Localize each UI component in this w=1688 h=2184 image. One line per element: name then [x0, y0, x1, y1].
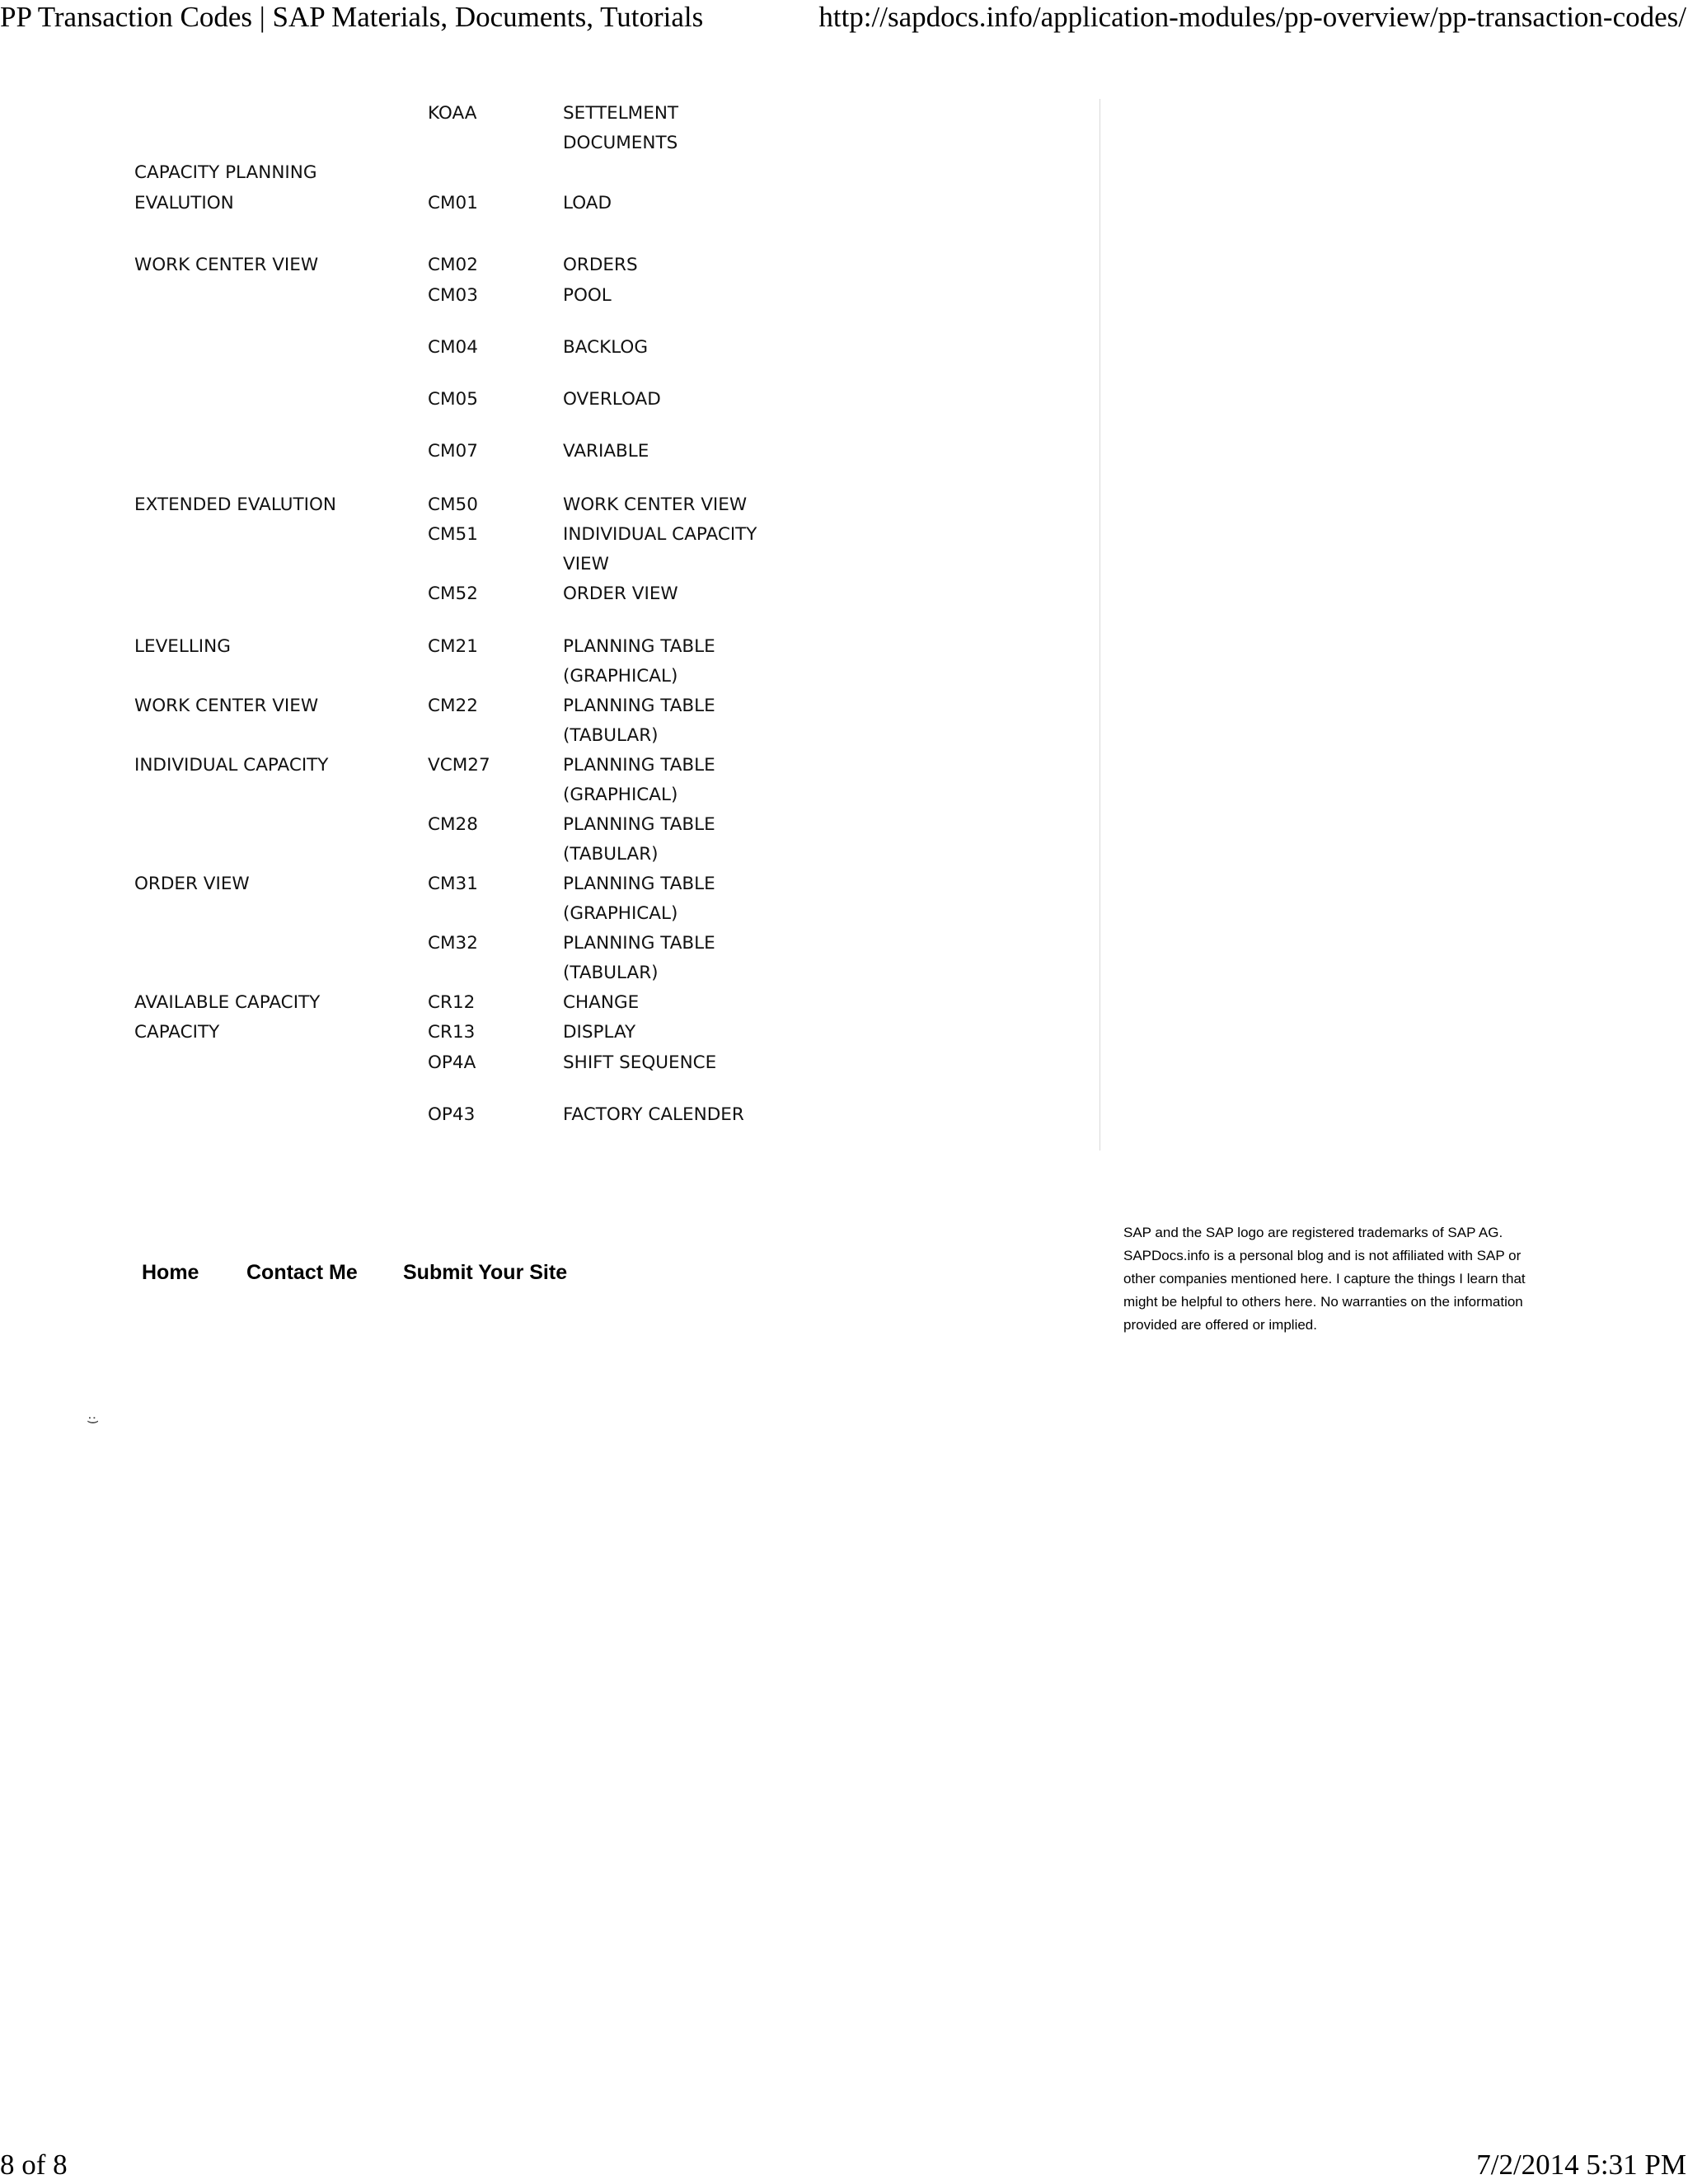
description-cell: (GRAPHICAL)	[563, 666, 678, 687]
code-cell: CM04	[428, 337, 478, 358]
description-cell: OVERLOAD	[563, 389, 661, 410]
category-cell: WORK CENTER VIEW	[134, 255, 319, 275]
print-footer-page-number: 8 of 8	[0, 2149, 68, 2181]
category-cell: WORK CENTER VIEW	[134, 696, 319, 716]
description-cell: FACTORY CALENDER	[563, 1104, 744, 1125]
description-cell: (TABULAR)	[563, 963, 659, 983]
code-cell: CM31	[428, 874, 478, 894]
description-cell: VARIABLE	[563, 441, 649, 462]
footer-link-home[interactable]: Home	[142, 1261, 199, 1284]
code-cell: CM50	[428, 494, 478, 515]
description-cell: PLANNING TABLE	[563, 814, 715, 835]
print-footer-datetime: 7/2/2014 5:31 PM	[1476, 2149, 1686, 2181]
category-cell: CAPACITY PLANNING	[134, 162, 317, 183]
footer-link-submit-site[interactable]: Submit Your Site	[403, 1261, 568, 1284]
description-cell: (GRAPHICAL)	[563, 903, 678, 924]
description-cell: BACKLOG	[563, 337, 648, 358]
description-cell: WORK CENTER VIEW	[563, 494, 748, 515]
code-cell: CR13	[428, 1022, 476, 1043]
code-cell: KOAA	[428, 103, 477, 124]
description-cell: PLANNING TABLE	[563, 755, 715, 776]
description-cell: POOL	[563, 285, 612, 306]
code-cell: CR12	[428, 992, 476, 1013]
description-cell: DISPLAY	[563, 1022, 636, 1043]
footer-link-contact[interactable]: Contact Me	[246, 1261, 358, 1284]
description-cell: LOAD	[563, 193, 612, 213]
category-cell: EXTENDED EVALUTION	[134, 494, 337, 515]
smiley-mark: :)	[86, 1416, 99, 1425]
print-header-title: PP Transaction Codes | SAP Materials, Documents, Tutorials	[0, 1, 704, 33]
code-cell: CM21	[428, 636, 478, 657]
description-cell: PLANNING TABLE	[563, 874, 715, 894]
category-cell: INDIVIDUAL CAPACITY	[134, 755, 329, 776]
code-cell: CM28	[428, 814, 478, 835]
description-cell: VIEW	[563, 554, 609, 574]
code-cell: OP4A	[428, 1052, 476, 1073]
code-cell: CM01	[428, 193, 478, 213]
description-cell: (GRAPHICAL)	[563, 785, 678, 805]
code-cell: VCM27	[428, 755, 490, 776]
description-cell: PLANNING TABLE	[563, 636, 715, 657]
code-cell: CM52	[428, 583, 478, 604]
code-cell: CM02	[428, 255, 478, 275]
description-cell: PLANNING TABLE	[563, 696, 715, 716]
code-cell: CM22	[428, 696, 478, 716]
code-cell: CM05	[428, 389, 478, 410]
category-cell: LEVELLING	[134, 636, 231, 657]
code-cell: OP43	[428, 1104, 476, 1125]
category-cell: EVALUTION	[134, 193, 234, 213]
description-cell: SETTELMENT	[563, 103, 679, 124]
description-cell: (TABULAR)	[563, 725, 659, 746]
category-cell: ORDER VIEW	[134, 874, 250, 894]
description-cell: (TABULAR)	[563, 844, 659, 865]
print-header-url[interactable]: http://sapdocs.info/application-modules/pp-overview/pp-transaction-codes/	[818, 1, 1686, 33]
description-cell: INDIVIDUAL CAPACITY	[563, 524, 757, 545]
category-cell: AVAILABLE CAPACITY	[134, 992, 321, 1013]
description-cell: SHIFT SEQUENCE	[563, 1052, 717, 1073]
code-cell: CM51	[428, 524, 478, 545]
description-cell: PLANNING TABLE	[563, 933, 715, 954]
code-cell: CM32	[428, 933, 478, 954]
category-cell: CAPACITY	[134, 1022, 220, 1043]
code-cell: CM07	[428, 441, 478, 462]
description-cell: ORDER VIEW	[563, 583, 678, 604]
trademark-disclaimer: SAP and the SAP logo are registered trademarks of SAP AG. SAPDocs.info is a personal blog and is not affiliated with SAP or other companies mentioned here. I capture the things I learn that might be helpful to others here. No warranties on the information provided are offered or implied.	[1123, 1225, 1526, 1333]
description-cell: ORDERS	[563, 255, 638, 275]
description-cell: CHANGE	[563, 992, 640, 1013]
description-cell: DOCUMENTS	[563, 133, 678, 153]
code-cell: CM03	[428, 285, 478, 306]
